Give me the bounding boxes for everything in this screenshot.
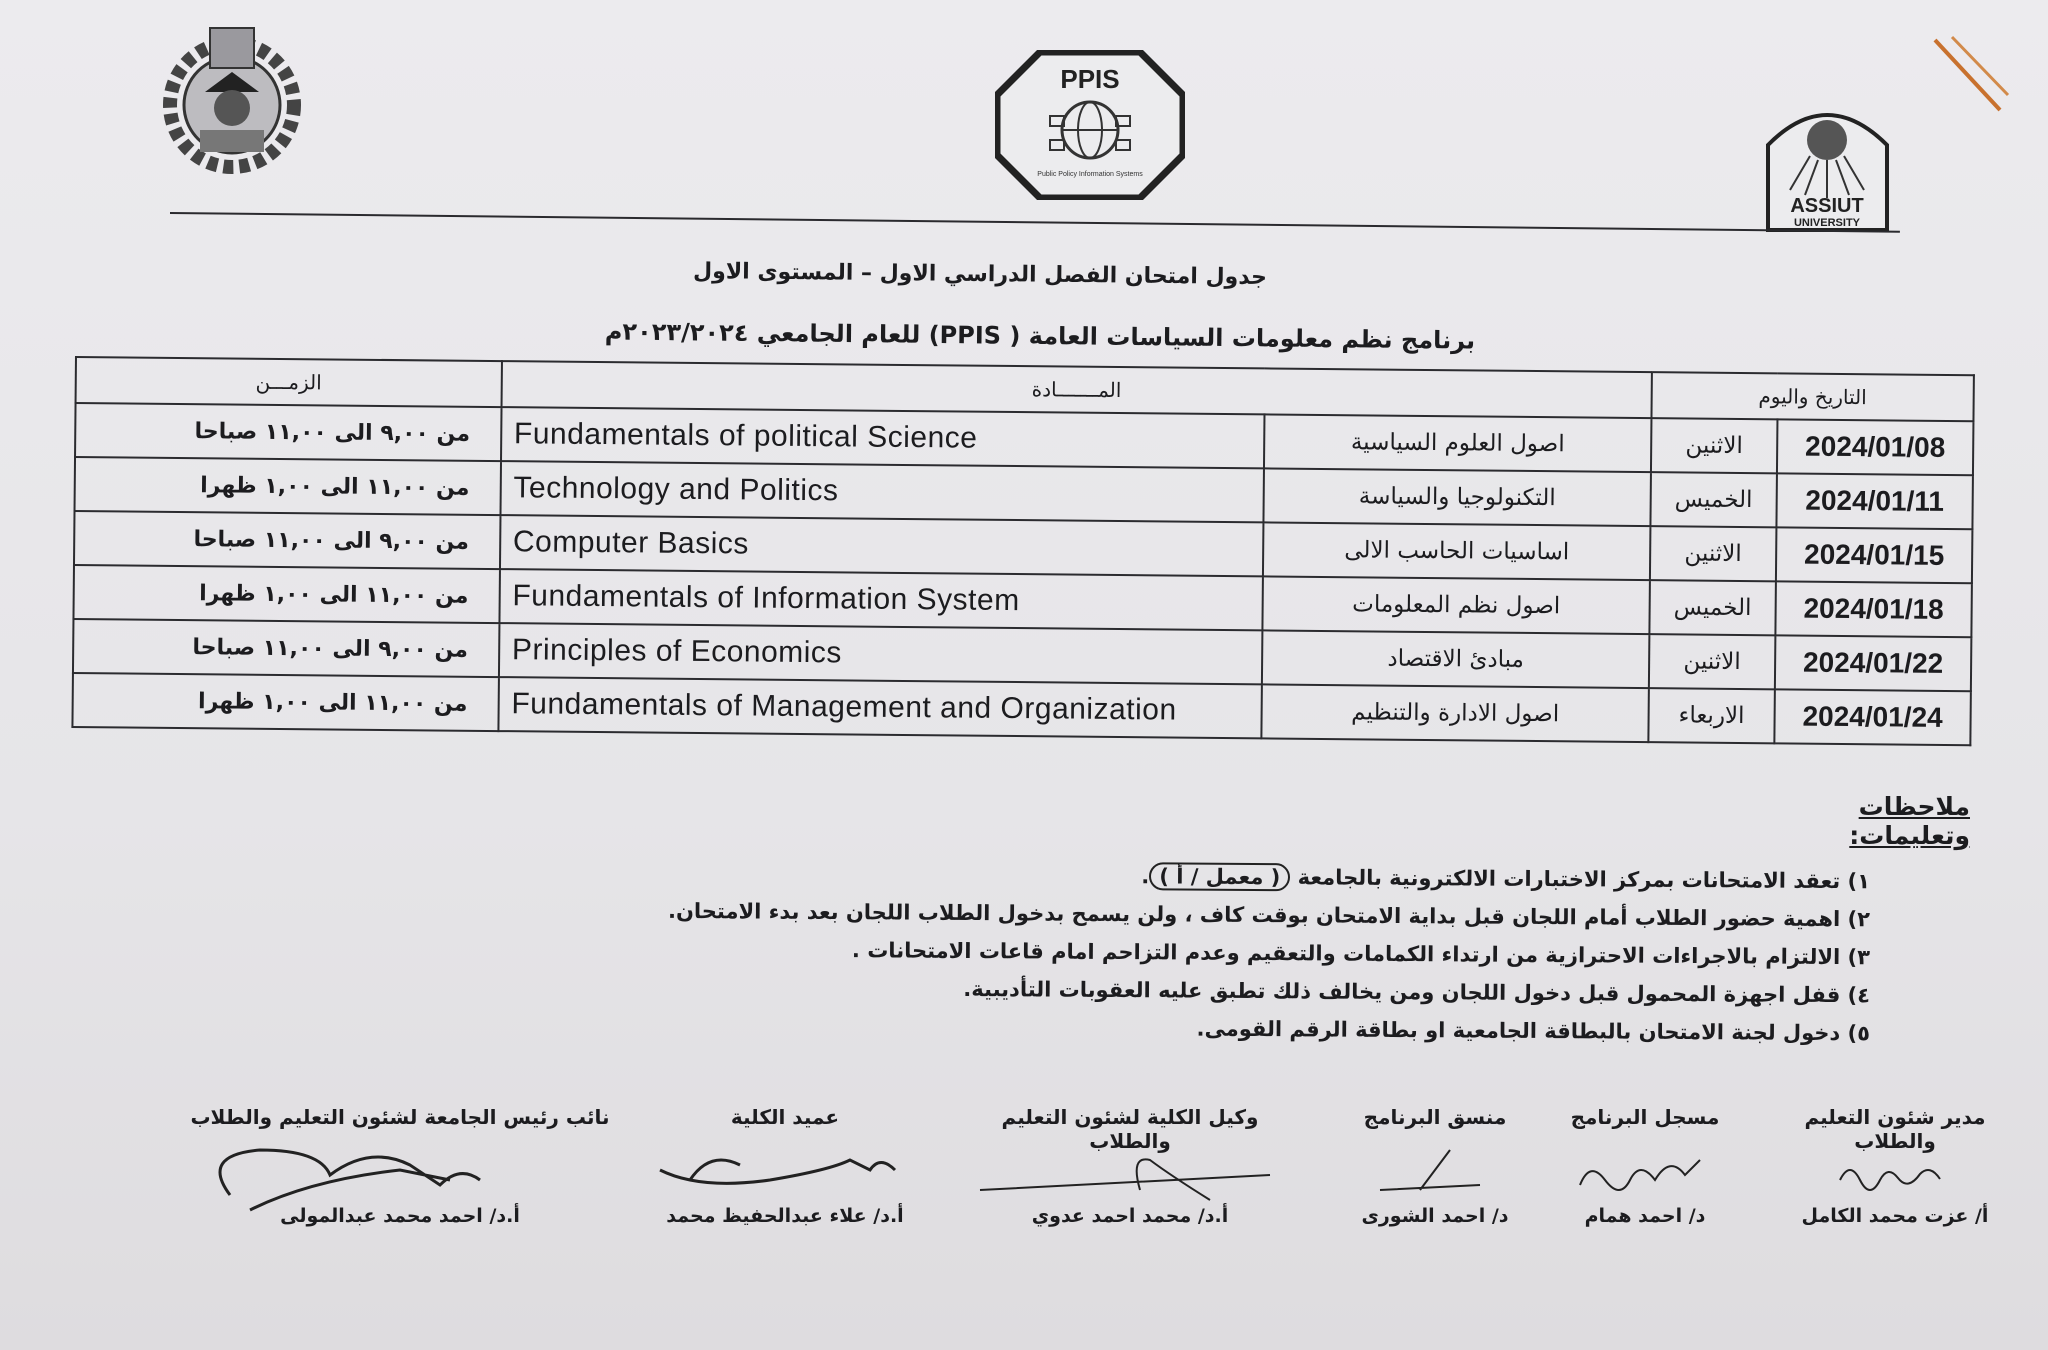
header-date-day: التاريخ واليوم [1651, 372, 1974, 421]
ppis-logo-icon [995, 50, 1185, 200]
signature-name: د/ احمد همام [1584, 1205, 1706, 1227]
exam-date: 2024/01/11 [1776, 473, 1973, 529]
handwritten-signature-icon [1350, 1135, 1520, 1205]
exam-date: 2024/01/22 [1775, 635, 1972, 691]
ppis-logo-subtext: Public Policy Information Systems [1037, 171, 1143, 178]
note-item: ٥) دخول لجنة الامتحان بالبطاقة الجامعية او بطاقة الرقم القومى. [1196, 1016, 1871, 1046]
signature-university-vice-president [190, 1105, 610, 1227]
signature-title: مسجل البرنامج [1570, 1105, 1720, 1129]
note-text: ١) تعقد الامتحانات بمركز الاختبارات الالكترونية بالجامعة [1297, 865, 1871, 894]
ppis-logo-text: PPIS [1060, 64, 1120, 94]
subject-arabic: اصول العلوم السياسية [1264, 414, 1651, 472]
exam-time: من ١١,٠٠ الى ١,٠٠ ظهرا [73, 565, 499, 623]
header-time: الزمـــن [76, 357, 502, 407]
exam-time: من ٩,٠٠ الى ١١,٠٠ صباحا [75, 403, 501, 461]
signature-program-registrar [1560, 1105, 1730, 1227]
signature-title: مدير شئون التعليم والطلاب [1804, 1105, 1986, 1153]
signature-vice-dean [960, 1105, 1300, 1227]
exam-time: من ٩,٠٠ الى ١١,٠٠ صباحا [73, 619, 499, 677]
handwritten-signature-icon [1560, 1135, 1730, 1205]
subject-english: Fundamentals of political Science [501, 407, 1265, 468]
header-rule [170, 212, 1900, 233]
assiut-logo-text: ASSIUT [1790, 195, 1864, 217]
signature-education-director [1770, 1105, 2020, 1227]
exam-schedule-table [71, 356, 1974, 746]
signature-name: أ.د/ احمد محمد عبدالمولى [280, 1205, 520, 1227]
note-text-end: . [1141, 864, 1150, 889]
faculty-seal-icon [145, 20, 320, 180]
exam-day: الخميس [1650, 472, 1777, 527]
exam-time: من ١١,٠٠ الى ١,٠٠ ظهرا [75, 457, 501, 515]
header-subject: المـــــــادة [501, 361, 1652, 418]
exam-day: الاثنين [1651, 418, 1778, 473]
signature-name: د/ احمد الشورى [1361, 1205, 1509, 1227]
exam-date: 2024/01/24 [1774, 689, 1971, 745]
signature-dean [650, 1105, 920, 1227]
subject-arabic: مبادئ الاقتصاد [1262, 630, 1649, 688]
handwritten-signature-icon [1770, 1135, 2020, 1205]
handwritten-signature-icon [960, 1135, 1300, 1205]
assiut-logo-subtext: UNIVERSITY [1793, 217, 1861, 229]
exam-time: من ٩,٠٠ الى ١١,٠٠ صباحا [74, 511, 500, 569]
signature-name: أ.د/ محمد احمد عدوي [1031, 1205, 1229, 1227]
signature-name: أ.د/ علاء عبدالحفيظ محمد [666, 1205, 904, 1227]
exam-date: 2024/01/08 [1777, 419, 1974, 475]
exam-day: الخميس [1649, 580, 1776, 635]
notes-heading: ملاحظات وتعليمات: [1849, 792, 1970, 850]
note-item: ٤) قفل اجهزة المحمول قبل دخول اللجان ومن يخالف ذلك تطبق عليه العقوبات التأديبية. [963, 976, 1871, 1008]
signature-block [100, 1105, 2020, 1255]
note-boxed-text: ( معمل / أ ) [1149, 862, 1290, 891]
subject-english: Computer Basics [500, 515, 1264, 576]
document-title: جدول امتحان الفصل الدراسي الاول – المستوى الاول [692, 258, 1268, 291]
note-item: ٣) الالتزام بالاجراءات الاحترازية من ارتداء الكمامات والتعقيم وعدم التزاحم امام قاعات الامتحانات . [851, 938, 1871, 970]
signature-title: وكيل الكلية لشئون التعليم والطلاب [1001, 1105, 1259, 1153]
exam-date: 2024/01/15 [1776, 527, 1973, 583]
subject-english: Fundamentals of Management and Organization [498, 677, 1262, 738]
document-subtitle: برنامج نظم معلومات السياسات العامة ( PPIS) للعام الجامعي ٢٠٢٣/٢٠٢٤م [604, 317, 1476, 355]
exam-date: 2024/01/18 [1775, 581, 1972, 637]
pencil-mark-icon [1930, 35, 2010, 120]
exam-time: من ١١,٠٠ الى ١,٠٠ ظهرا [72, 673, 498, 731]
subject-arabic: التكنولوجيا والسياسة [1264, 468, 1651, 526]
handwritten-signature-icon [650, 1135, 920, 1205]
signature-title: نائب رئيس الجامعة لشئون التعليم والطلاب [190, 1105, 610, 1129]
subject-arabic: اصول الادارة والتنظيم [1262, 684, 1649, 742]
signature-name: أ/ عزت محمد الكامل [1801, 1205, 1989, 1227]
note-item: ٢) اهمية حضور الطلاب أمام اللجان قبل بداية الامتحان بوقت كاف ، ولن يسمح بدخول الطلاب اللجان بعد بدء الامتحان. [667, 898, 1871, 932]
subject-english: Principles of Economics [499, 623, 1263, 684]
exam-day: الاربعاء [1648, 688, 1775, 743]
subject-arabic: اصول نظم المعلومات [1263, 576, 1650, 634]
subject-english: Technology and Politics [500, 461, 1264, 522]
subject-english: Fundamentals of Information System [499, 569, 1263, 630]
assiut-university-logo-icon [1760, 100, 1895, 235]
signature-title: منسق البرنامج [1363, 1105, 1507, 1129]
subject-arabic: اساسيات الحاسب الالى [1263, 522, 1650, 580]
exam-day: الاثنين [1650, 526, 1777, 581]
exam-day: الاثنين [1649, 634, 1776, 689]
notes-list [640, 858, 1870, 1048]
signature-title: عميد الكلية [730, 1105, 840, 1129]
signature-program-coordinator [1350, 1105, 1520, 1227]
